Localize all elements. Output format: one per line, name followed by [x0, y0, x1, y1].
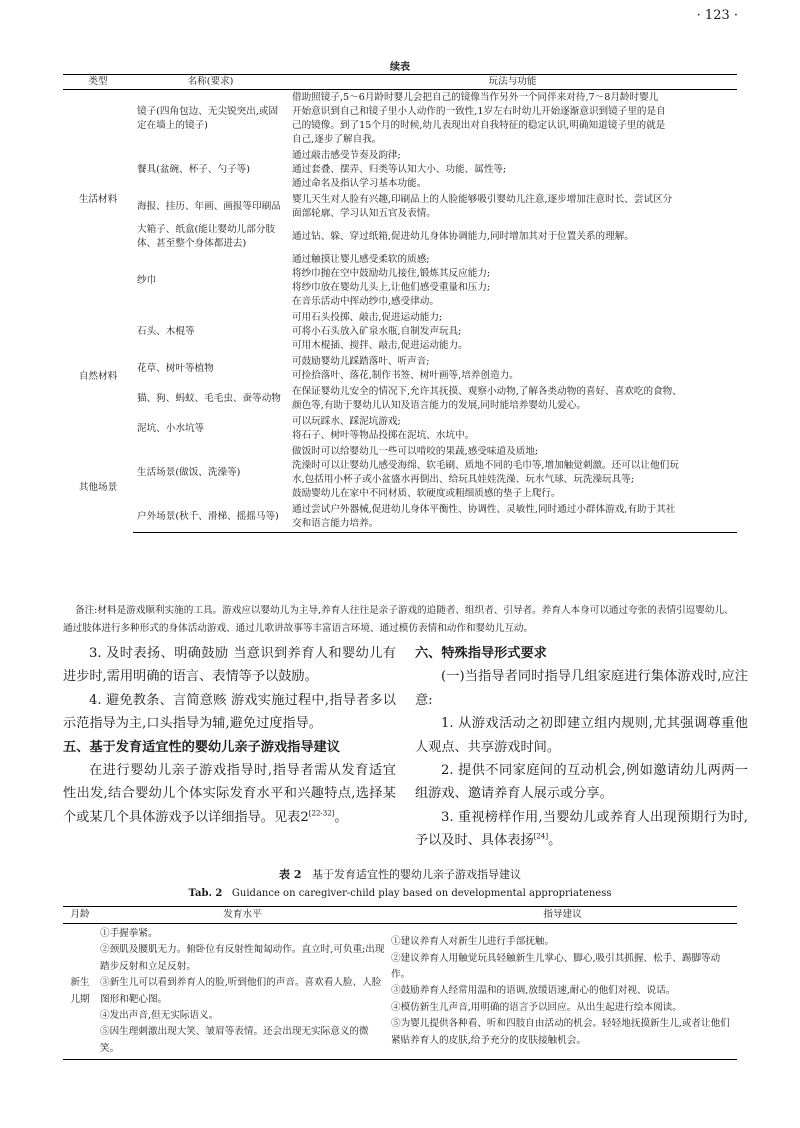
- table-note: 备注:材料是游戏顺利实施的工具。游戏应以婴幼儿为主导,养育人往往是亲子游戏的追随者、组织者、引导者。养育人本身可以通过夸张的表情引逗婴幼儿、通过肢体进行多种形式的身体活动游戏、通过儿歌讲故事等丰富语言环境、通过模仿表情和动作和婴幼儿互动。: [63, 605, 734, 634]
- section-heading: 六、特殊指导形式要求: [415, 646, 547, 661]
- name-cell: 泥坑、小水坑等: [137, 423, 205, 434]
- paragraph-text: 在进行婴幼儿亲子游戏指导时,指导者需从发育适宜性出发,结合婴幼儿个体实际发育水平和兴趣特点,选择某个或某几个具体游戏予以详细指导。见表2: [63, 763, 396, 825]
- function-cell: [288, 502, 737, 533]
- function-line: 可将小石头放入矿泉水瓶,自制发声玩具;: [292, 326, 462, 337]
- caption-text: 基于发育适宜性的婴幼儿亲子游戏指导建议: [311, 868, 521, 881]
- function-line: 己的镜像。到了15个月的时候,幼儿表现出对自我特征的稳定认识,明确知道镜子里的就是: [292, 120, 666, 131]
- paragraph: (一)当指导者同时指导几组家庭进行集体游戏时,应注意:: [415, 669, 748, 708]
- function-line: 可以玩踩水、踩泥坑游戏;: [292, 416, 401, 427]
- guidance-cell: [388, 924, 737, 1060]
- function-line: 水,包括用小杯子或小盆盛水再倒出、给玩具娃娃洗澡、玩水气球、玩洗澡玩具等;: [292, 474, 635, 485]
- function-line: 面部轮廓、学习认知五官及表情。: [292, 208, 436, 219]
- development-item: ⑤因生理刺激出现大笑、皱眉等表情。还会出现无实际意义的微笑。: [100, 1026, 369, 1054]
- materials-table: [63, 74, 737, 533]
- paragraph: [63, 759, 396, 829]
- function-cell: [288, 384, 737, 414]
- left-column: [63, 642, 396, 829]
- table2-caption: [0, 865, 800, 903]
- header-name: 名称(要求): [133, 75, 288, 90]
- function-line: 婴儿天生对人脸有兴趣,印刷品上的人脸能够吸引婴幼儿注意,逐步增加注意时长、尝试区分: [292, 194, 673, 205]
- function-cell: [288, 148, 737, 192]
- guidance-table: [63, 906, 737, 1060]
- table-row: [63, 252, 737, 310]
- function-line: 借助照镜子,5～6月龄时婴儿会把自己的镜像当作另外一个同伴来对待,7～8月龄时婴儿: [292, 92, 659, 103]
- function-line: 在音乐活动中挥动纱巾,感受律动。: [292, 296, 439, 307]
- header-function: 玩法与功能: [288, 75, 737, 90]
- development-item: ③新生儿可以看到养育人的脸,听到他们的声音。喜欢看人脸、人脸图形和靶心图。: [100, 977, 382, 1005]
- name-cell: 花草、树叶等植物: [137, 363, 214, 374]
- type-cell: 生活材料: [78, 194, 118, 205]
- name-cell: 海报、挂历、年画、画报等印刷品: [137, 201, 281, 212]
- name-cell: 猫、狗、蚂蚁、毛毛虫、蚕等动物: [137, 393, 281, 404]
- function-line: 做饭时可以给婴幼儿一些可以啃咬的果蔬,感受味道及质地;: [292, 446, 539, 457]
- table-row: [63, 354, 737, 384]
- function-line: 通过命名及指认学习基本功能。: [292, 178, 427, 189]
- function-cell: [288, 192, 737, 222]
- caption-label: 表 2: [279, 868, 302, 881]
- table-row: [63, 384, 737, 414]
- function-cell: [288, 90, 737, 149]
- function-line: 通过触摸让婴儿感受柔软的质感;: [292, 254, 430, 265]
- caption-text-en: Guidance on caregiver-child play based on developmental appropriateness: [231, 888, 612, 899]
- function-cell: [288, 354, 737, 384]
- function-cell: [288, 414, 737, 444]
- table-row: [63, 310, 737, 354]
- function-line: 自己,逐步了解自我。: [292, 134, 382, 145]
- name-cell: 纱巾: [137, 275, 157, 286]
- table-row: [63, 414, 737, 444]
- name-cell: 生活场景(做饭、洗澡等): [137, 467, 241, 478]
- paragraph-text: 3. 重视榜样作用,当婴幼儿或养育人出现预期行为时,予以及时、具体表扬: [415, 809, 748, 849]
- name-cell: 户外场景(秋千、滑梯、摇摇马等): [133, 502, 288, 533]
- function-line: 通过敲击感受节奏及韵律;: [292, 150, 401, 161]
- guidance-item: ②建议养育人用触觉玩具轻触新生儿掌心、脚心,吸引其抓握、松手、踢脚等动作。: [391, 952, 721, 981]
- function-line: 交和语言能力培养。: [292, 518, 379, 529]
- table-row: [63, 90, 737, 149]
- caption-label-en: Tab. 2: [188, 888, 223, 899]
- paragraph: 4. 避免教条、言简意赅 游戏实施过程中,指导者多以示范指导为主,口头指导为辅,避免过度指导。: [63, 692, 396, 732]
- function-line: 通过尝试户外器械,促进幼儿身体平衡性、协调性、灵敏性,同时通过小群体游戏,有助于其社: [292, 504, 676, 515]
- function-line: 通过套叠、摆弄、归类等认知大小、功能、属性等;: [292, 164, 507, 175]
- function-cell: [288, 252, 737, 310]
- table-row: [63, 148, 737, 192]
- section-heading: 五、基于发育适宜性的婴幼儿亲子游戏指导建议: [63, 739, 340, 755]
- function-line: 可鼓励婴幼儿踩踏落叶、听声音;: [292, 356, 430, 367]
- function-cell: [288, 222, 737, 252]
- paragraph-end: 。: [334, 809, 348, 825]
- function-line: 在保证婴幼儿安全的情况下,允许其抚摸、观察小动物,了解各类动物的喜好、喜欢吃的食物、: [292, 386, 682, 397]
- paragraph: 1. 从游戏活动之初即建立组内规则,尤其强调尊重他人观点、共享游戏时间。: [415, 716, 748, 755]
- function-line: 可用木棍插、搅拌、敲击,促进运动能力。: [292, 340, 468, 351]
- guidance-item: ③鼓励养育人经常用温和的语调,放缓语速,耐心的他们对视、说话。: [391, 985, 676, 997]
- function-cell: [288, 310, 737, 354]
- name-cell: 石头、木棍等: [137, 326, 195, 337]
- right-column: [415, 642, 748, 853]
- materials-table-body: [63, 90, 737, 533]
- table-row: [63, 502, 737, 533]
- type-cell: 自然材料: [78, 371, 118, 382]
- development-item: ①手握拳紧。: [100, 928, 158, 939]
- age-cell: 新生儿期: [63, 924, 97, 1060]
- header-guidance: 指导建议: [388, 907, 737, 924]
- page-number: · 123 ·: [696, 8, 738, 23]
- paragraph: 2. 提供不同家庭间的互动机会,例如邀请幼儿两两一组游戏、邀请养育人展示或分享。: [415, 763, 748, 802]
- function-line: 洗澡时可以让婴幼儿感受海绵、软毛刷、质地不同的毛巾等,增加触觉刺激。还可以让他们玩: [292, 460, 679, 471]
- development-item: ④发出声音,但无实际语义。: [100, 1010, 219, 1022]
- header-type: 类型: [63, 75, 133, 90]
- function-line: 开始意识到自己和镜子里小人动作的一致性,1岁左右时幼儿开始逐渐意识到镜子里的是自: [292, 106, 666, 117]
- table-row: [63, 444, 737, 502]
- paragraph: 3. 及时表扬、明确鼓励 当意识到养育人和婴幼儿有进步时,需用明确的语言、表情等予以鼓励。: [63, 646, 396, 685]
- type-cell: 其他场景: [78, 482, 118, 494]
- function-line: 将纱巾抛在空中鼓励幼儿接住,锻炼其反应能力;: [292, 268, 491, 279]
- function-line: 可捡拾落叶、落花,制作书签、树叶画等,培养创造力。: [292, 370, 519, 381]
- paragraph-end: 。: [548, 833, 562, 849]
- function-line: 将纱巾放在婴幼儿头上,让他们感受重量和压力;: [292, 282, 491, 293]
- paragraph: [415, 806, 748, 853]
- function-line: 颜色等,有助于婴幼儿认知及语言能力的发展,同时能培养婴幼儿爱心。: [292, 400, 586, 411]
- development-cell: [97, 924, 388, 1060]
- name-cell: 餐具(盆碗、杯子、勺子等): [137, 164, 251, 175]
- function-line: 可用石头投掷、敲击,促进运动能力;: [292, 312, 443, 323]
- function-line: 通过钻、躲、穿过纸箱,促进幼儿身体协调能力,同时增加其对于位置关系的理解。: [292, 231, 634, 242]
- name-cell: 镜子(四角包边、无尖锐突出,或固定在墙上的镜子): [137, 106, 279, 131]
- table-row: [63, 192, 737, 222]
- function-line: 鼓励婴幼儿在家中不同材质、软硬度或粗细质感的垫子上爬行。: [292, 488, 561, 499]
- citation: [24]: [533, 832, 549, 841]
- caption-english: [0, 884, 800, 903]
- guidance-item: ⑤为婴儿提供各种看、听和四肢自由活动的机会。轻轻地抚摸新生儿,或者让他们紧贴养育人的皮肤,给予充分的皮肤接触机会。: [391, 1018, 730, 1046]
- guidance-item: ④模仿新生儿声音,用明确的语言予以回应。从出生起进行绘本阅读。: [391, 1001, 682, 1013]
- table-row: [63, 222, 737, 252]
- function-line: 将石子、树叶等物品投掷在泥坑、水坑中。: [292, 430, 475, 441]
- citation: [22-32]: [308, 809, 335, 818]
- table-header-row: [63, 907, 737, 924]
- header-age: 月龄: [63, 907, 97, 924]
- guidance-item: ①建议养育人对新生儿进行手部抚触。: [391, 936, 555, 948]
- table-row: [63, 924, 737, 1060]
- caption-chinese: [0, 865, 800, 884]
- table-continued-title: 续表: [390, 62, 410, 73]
- development-item: ②颈肌及腰肌无力。俯卧位有反射性匍匐动作。直立时,可负重;出现踏步反射和立足反射。: [100, 944, 385, 972]
- function-cell: [288, 444, 737, 502]
- table-header-row: [63, 75, 737, 90]
- name-cell: 大箱子、纸盒(能让婴幼儿部分肢体、甚至整个身体都进去): [137, 224, 276, 249]
- header-development: 发育水平: [97, 907, 388, 924]
